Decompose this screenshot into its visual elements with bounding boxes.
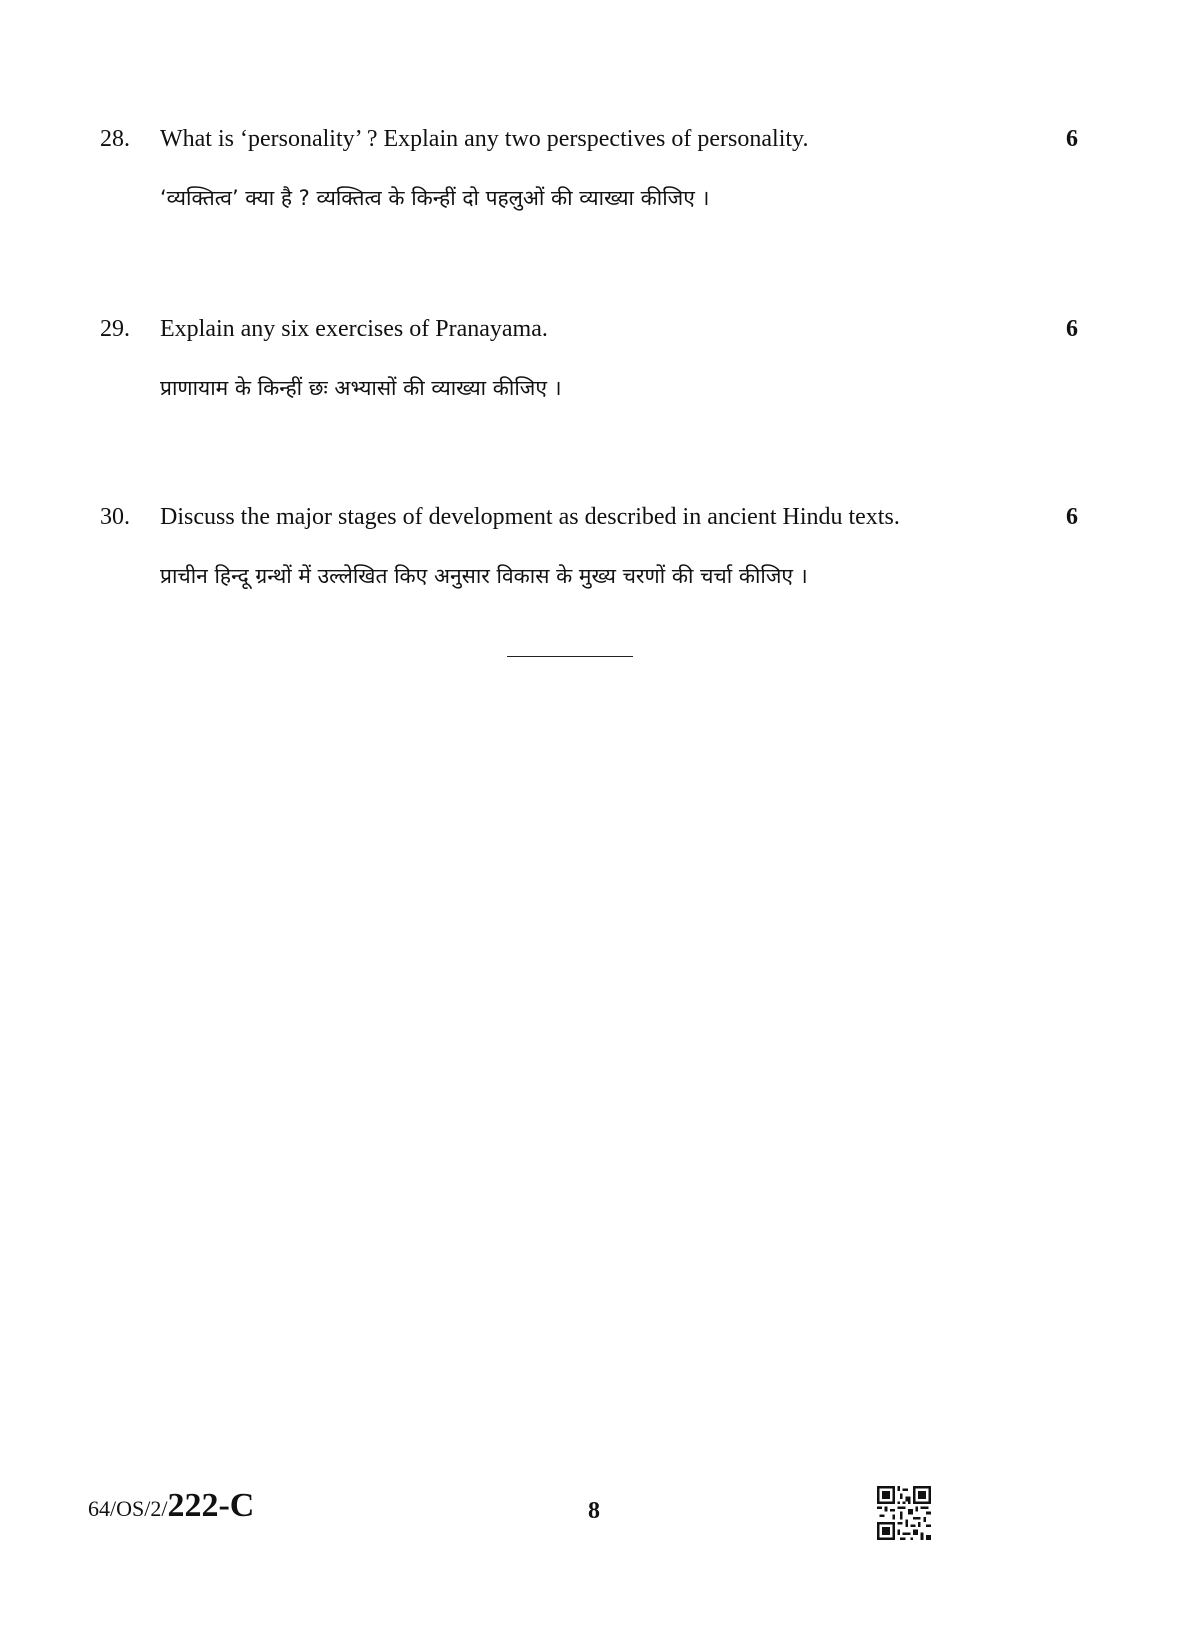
- paper-code-prefix: 64/OS/2/: [88, 1496, 168, 1521]
- question-text-hindi: प्राचीन हिन्दू ग्रन्थों में उल्लेखित किए अनुसार विकास के मुख्य चरणों की चर्चा कीजिए ।: [160, 564, 808, 588]
- end-of-paper-divider: [507, 656, 633, 657]
- question-number: 29.: [100, 316, 130, 342]
- question-number: 30.: [100, 504, 130, 530]
- page-number: 8: [588, 1498, 600, 1524]
- paper-code: [88, 1486, 254, 1532]
- qr-code-icon: [877, 1486, 931, 1540]
- question-text-english: Discuss the major stages of development as described in ancient Hindu texts.: [160, 504, 900, 530]
- question-text-hindi: ‘व्यक्तित्व’ क्या है ? व्यक्तित्व के किन्हीं दो पहलुओं की व्याख्या कीजिए ।: [160, 186, 710, 210]
- question-text-english: Explain any six exercises of Pranayama.: [160, 316, 548, 342]
- question-marks: 6: [1066, 126, 1078, 152]
- question-marks: 6: [1066, 504, 1078, 530]
- question-number: 28.: [100, 126, 130, 152]
- question-text-english: What is ‘personality’ ? Explain any two perspectives of personality.: [160, 126, 809, 152]
- paper-code-main: 222-C: [167, 1487, 255, 1524]
- question-text-hindi: प्राणायाम के किन्हीं छः अभ्यासों की व्याख्या कीजिए ।: [160, 376, 562, 400]
- question-marks: 6: [1066, 316, 1078, 342]
